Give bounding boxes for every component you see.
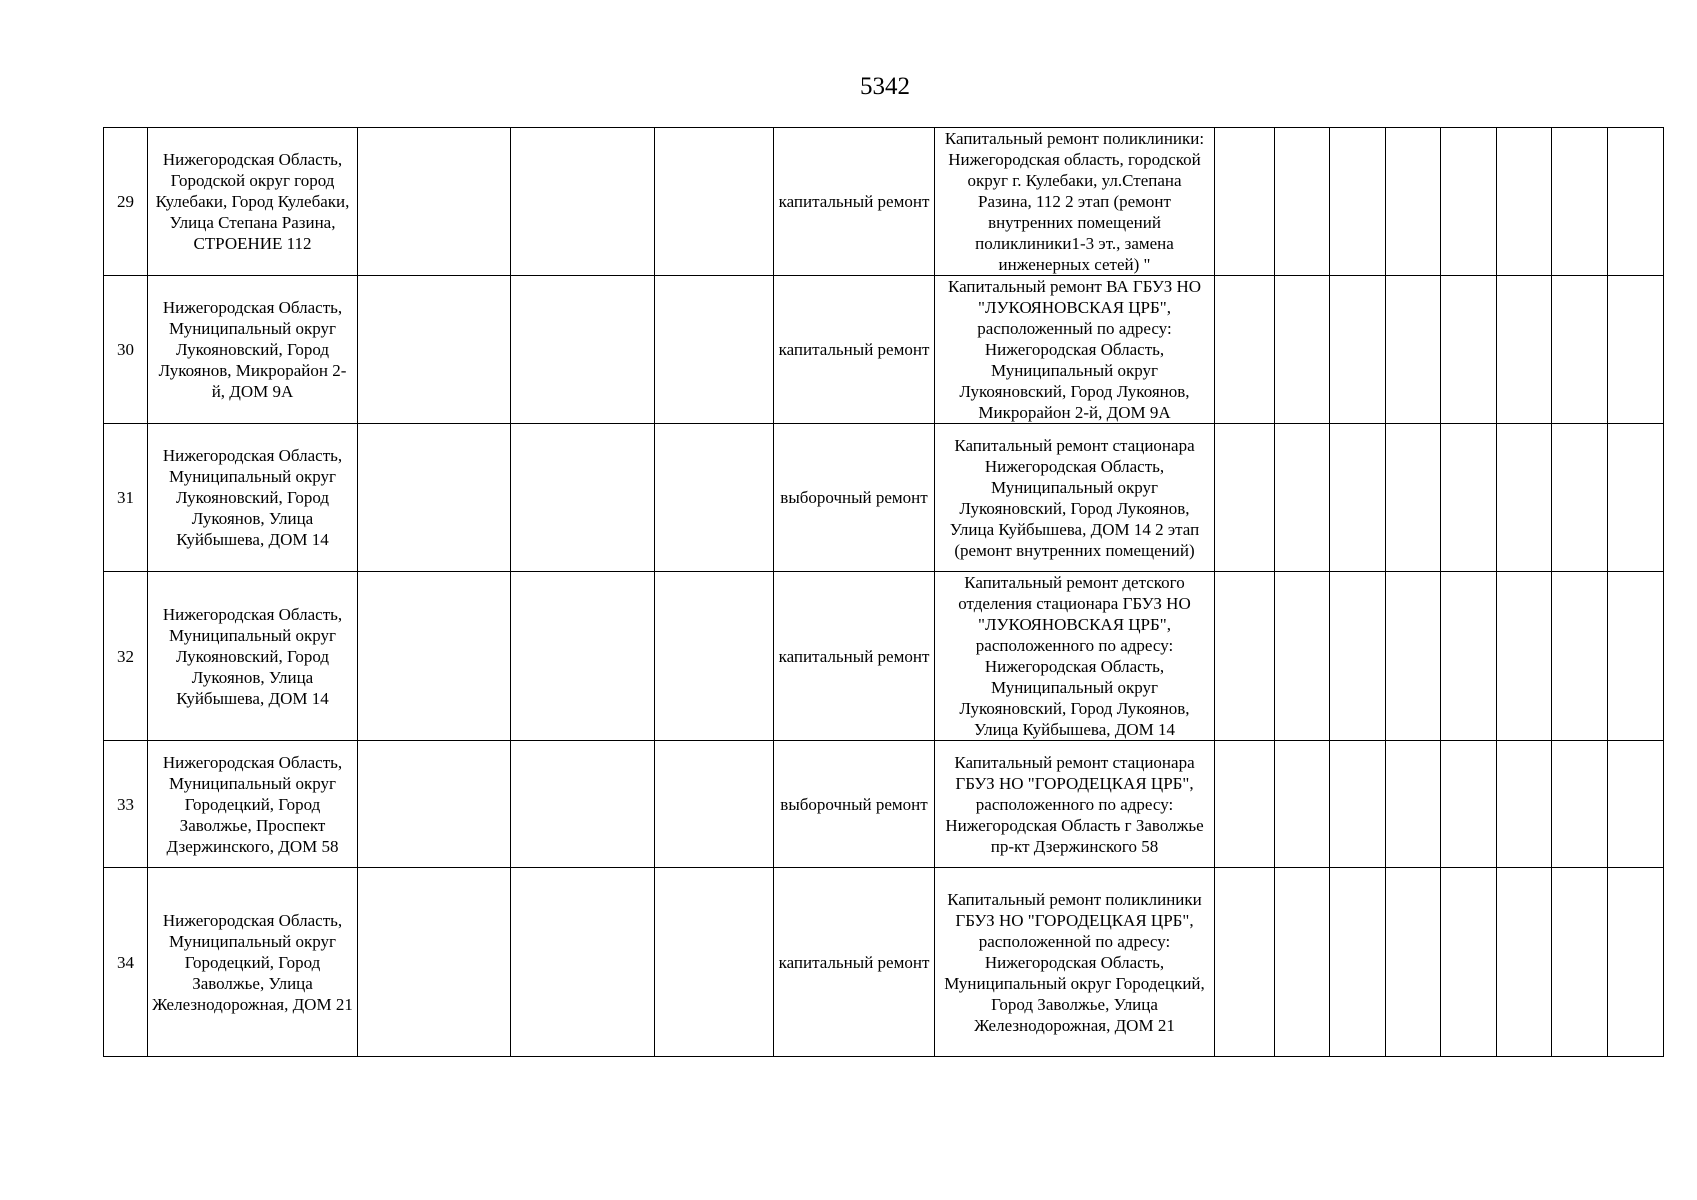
empty-cell: [1552, 868, 1608, 1057]
empty-cell: [511, 128, 655, 276]
empty-cell: [1441, 868, 1497, 1057]
empty-cell: [1497, 128, 1552, 276]
empty-cell: [655, 741, 774, 868]
table-row: [104, 868, 1664, 1057]
empty-cell: [1608, 424, 1664, 572]
empty-cell: [1441, 741, 1497, 868]
empty-cell: [358, 276, 511, 424]
row-number-cell: 31: [104, 424, 148, 572]
address-cell: Нижегородская Область, Муниципальный округ Городецкий, Город Заволжье, Проспект Дзержинского, ДОМ 58: [148, 741, 358, 868]
empty-cell: [1497, 276, 1552, 424]
empty-cell: [358, 572, 511, 741]
empty-cell: [1386, 128, 1441, 276]
empty-cell: [655, 572, 774, 741]
work-type-cell: капитальный ремонт: [774, 572, 935, 741]
empty-cell: [1608, 276, 1664, 424]
empty-cell: [1497, 741, 1552, 868]
empty-cell: [1330, 424, 1386, 572]
empty-cell: [1608, 868, 1664, 1057]
table-row: [104, 128, 1664, 276]
description-cell: Капитальный ремонт поликлиники: Нижегородская область, городской округ г. Кулебаки, ул.Степана Разина, 112 2 этап (ремонт внутренних помещений поликлиники1-3 эт., замена инженерных сетей) ": [935, 128, 1215, 276]
description-cell: Капитальный ремонт ВА ГБУЗ НО "ЛУКОЯНОВСКАЯ ЦРБ", расположенный по адресу: Нижегородская Область, Муниципальный округ Лукояновский, Город Лукоянов, Микрорайон 2-й, ДОМ 9А: [935, 276, 1215, 424]
row-number-cell: 33: [104, 741, 148, 868]
empty-cell: [1275, 276, 1330, 424]
empty-cell: [358, 741, 511, 868]
empty-cell: [1608, 128, 1664, 276]
empty-cell: [1215, 868, 1275, 1057]
empty-cell: [655, 424, 774, 572]
work-type-cell: капитальный ремонт: [774, 868, 935, 1057]
empty-cell: [655, 128, 774, 276]
empty-cell: [511, 572, 655, 741]
empty-cell: [655, 868, 774, 1057]
empty-cell: [655, 276, 774, 424]
row-number-cell: 32: [104, 572, 148, 741]
empty-cell: [358, 424, 511, 572]
row-number-cell: 30: [104, 276, 148, 424]
page-number: 5342: [860, 73, 910, 100]
empty-cell: [1441, 276, 1497, 424]
empty-cell: [1386, 572, 1441, 741]
empty-cell: [1386, 276, 1441, 424]
empty-cell: [1386, 424, 1441, 572]
empty-cell: [1497, 868, 1552, 1057]
empty-cell: [1275, 868, 1330, 1057]
address-cell: Нижегородская Область, Муниципальный округ Лукояновский, Город Лукоянов, Улица Куйбышева, ДОМ 14: [148, 424, 358, 572]
empty-cell: [1330, 128, 1386, 276]
empty-cell: [1275, 572, 1330, 741]
empty-cell: [1330, 741, 1386, 868]
address-cell: Нижегородская Область, Муниципальный округ Городецкий, Город Заволжье, Улица Железнодорожная, ДОМ 21: [148, 868, 358, 1057]
empty-cell: [1441, 572, 1497, 741]
empty-cell: [1275, 424, 1330, 572]
table-row: [104, 424, 1664, 572]
description-cell: Капитальный ремонт детского отделения стационара ГБУЗ НО "ЛУКОЯНОВСКАЯ ЦРБ", расположенного по адресу: Нижегородская Область, Муниципальный округ Лукояновский, Город Лукоянов, Улица Куйбышева, ДОМ 14: [935, 572, 1215, 741]
empty-cell: [1215, 741, 1275, 868]
empty-cell: [1552, 276, 1608, 424]
row-number-cell: 34: [104, 868, 148, 1057]
empty-cell: [1330, 276, 1386, 424]
table-row: [104, 572, 1664, 741]
empty-cell: [1608, 572, 1664, 741]
address-cell: Нижегородская Область, Муниципальный округ Лукояновский, Город Лукоянов, Микрорайон 2-й, ДОМ 9А: [148, 276, 358, 424]
row-number-cell: 29: [104, 128, 148, 276]
empty-cell: [1441, 424, 1497, 572]
empty-cell: [511, 276, 655, 424]
empty-cell: [511, 868, 655, 1057]
address-cell: Нижегородская Область, Муниципальный округ Лукояновский, Город Лукоянов, Улица Куйбышева, ДОМ 14: [148, 572, 358, 741]
empty-cell: [1275, 741, 1330, 868]
empty-cell: [1552, 424, 1608, 572]
description-cell: Капитальный ремонт поликлиники ГБУЗ НО "ГОРОДЕЦКАЯ ЦРБ", расположенной по адресу: Нижегородская Область, Муниципальный округ Городецкий, Город Заволжье, Улица Железнодорожная, ДОМ 21: [935, 868, 1215, 1057]
empty-cell: [511, 741, 655, 868]
empty-cell: [1386, 868, 1441, 1057]
empty-cell: [1552, 128, 1608, 276]
work-type-cell: капитальный ремонт: [774, 276, 935, 424]
work-type-cell: выборочный ремонт: [774, 741, 935, 868]
empty-cell: [1608, 741, 1664, 868]
empty-cell: [358, 128, 511, 276]
empty-cell: [1552, 741, 1608, 868]
table-row: [104, 741, 1664, 868]
empty-cell: [1330, 572, 1386, 741]
empty-cell: [1441, 128, 1497, 276]
table-row: [104, 276, 1664, 424]
work-type-cell: капитальный ремонт: [774, 128, 935, 276]
empty-cell: [1552, 572, 1608, 741]
description-cell: Капитальный ремонт стационара ГБУЗ НО "ГОРОДЕЦКАЯ ЦРБ", расположенного по адресу: Нижегородская Область г Заволжье пр-кт Дзержинского 58: [935, 741, 1215, 868]
empty-cell: [1215, 276, 1275, 424]
empty-cell: [1215, 424, 1275, 572]
address-cell: Нижегородская Область, Городской округ город Кулебаки, Город Кулебаки, Улица Степана Разина, СТРОЕНИЕ 112: [148, 128, 358, 276]
empty-cell: [358, 868, 511, 1057]
empty-cell: [511, 424, 655, 572]
empty-cell: [1497, 424, 1552, 572]
empty-cell: [1386, 741, 1441, 868]
works-table: [103, 127, 1664, 1057]
work-type-cell: выборочный ремонт: [774, 424, 935, 572]
empty-cell: [1215, 128, 1275, 276]
empty-cell: [1215, 572, 1275, 741]
description-cell: Капитальный ремонт стационара Нижегородская Область, Муниципальный округ Лукояновский, Город Лукоянов, Улица Куйбышева, ДОМ 14 2 этап (ремонт внутренних помещений): [935, 424, 1215, 572]
empty-cell: [1330, 868, 1386, 1057]
empty-cell: [1497, 572, 1552, 741]
empty-cell: [1275, 128, 1330, 276]
